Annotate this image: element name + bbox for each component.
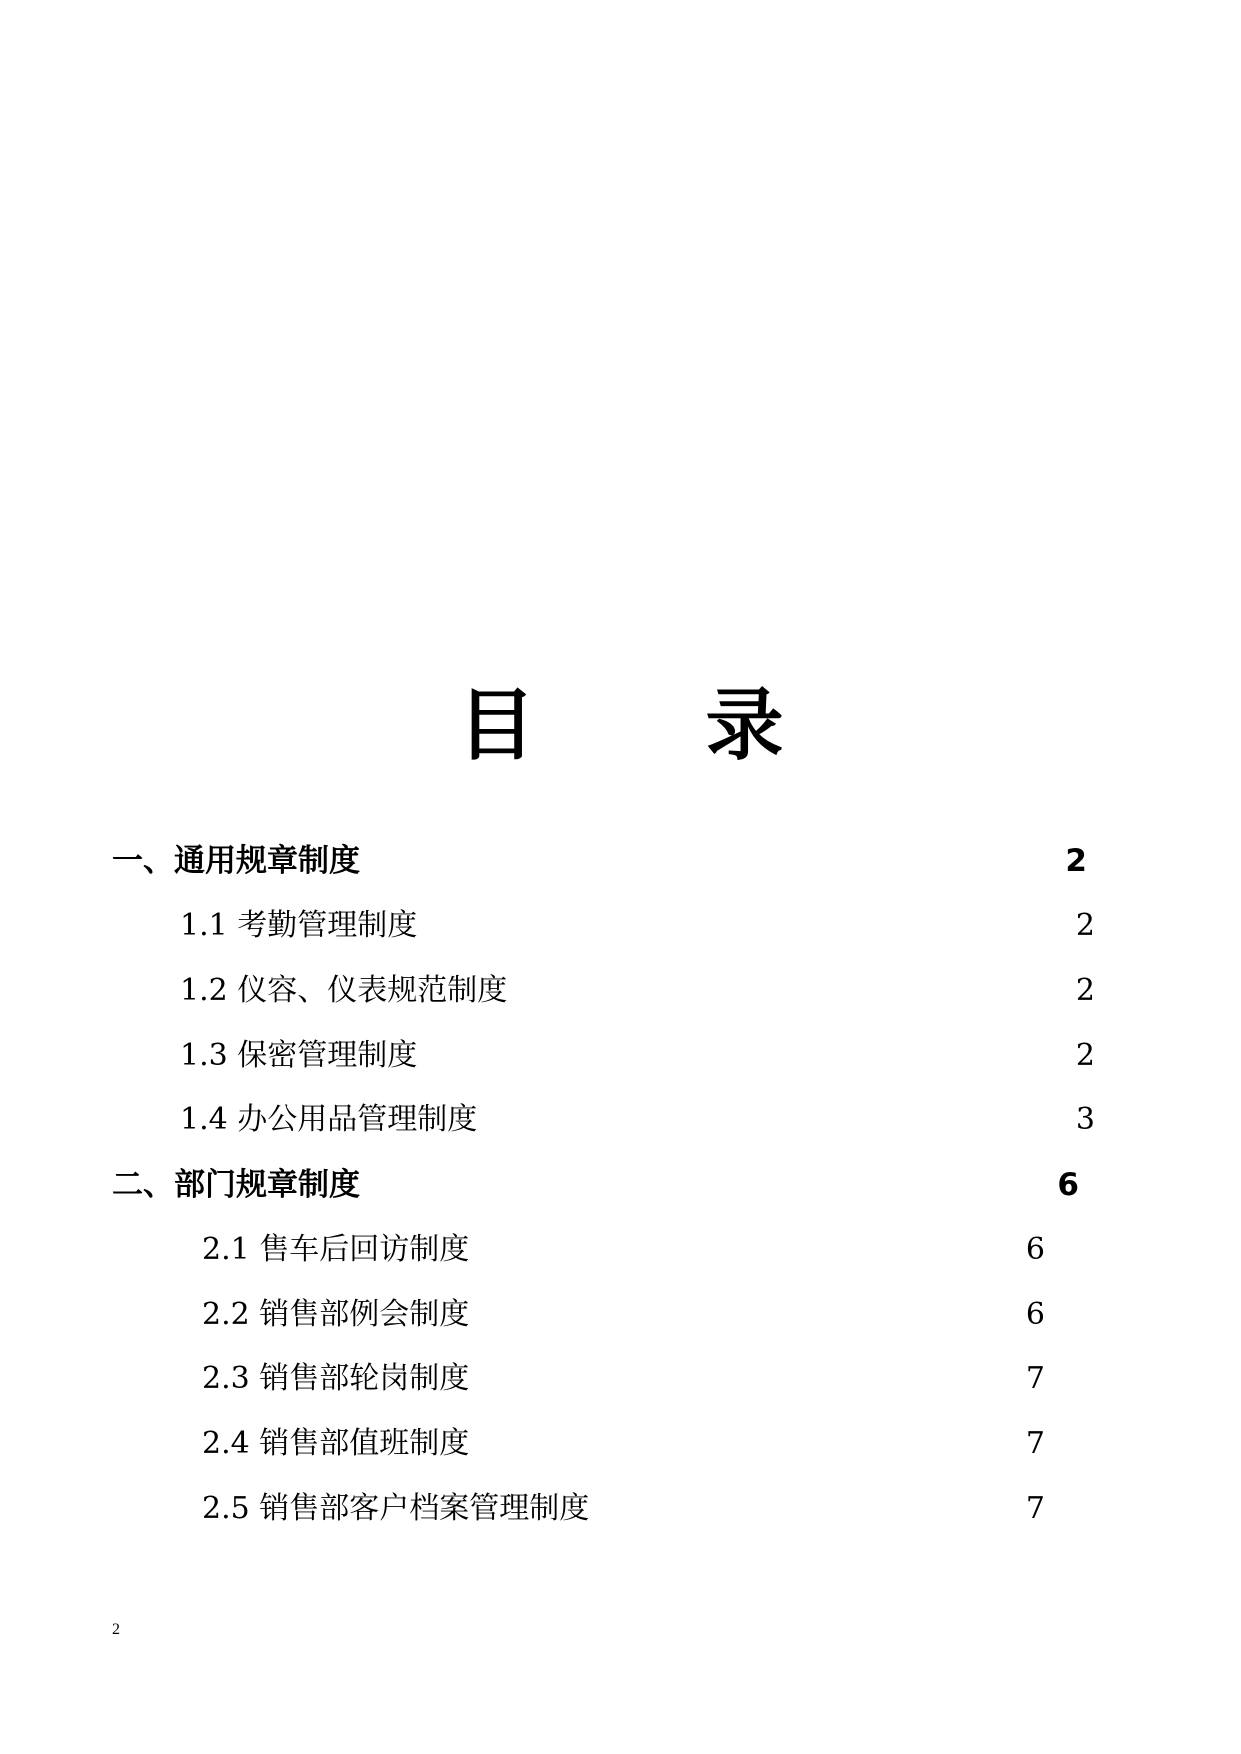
toc-entry-2-3[interactable] xyxy=(202,1357,1045,1401)
toc-entry-1-3[interactable] xyxy=(180,1034,1095,1078)
toc-entry-page: 7 xyxy=(1025,1491,1045,1526)
toc-leader-dots xyxy=(471,1357,1024,1401)
toc-entry-1-4[interactable] xyxy=(180,1098,1095,1142)
toc-entry-label: 1.3 保密管理制度 xyxy=(180,1038,418,1073)
toc-leader-dots xyxy=(419,904,1074,948)
toc-entry-page: 7 xyxy=(1025,1361,1045,1396)
toc-entry-label: 1.1 考勤管理制度 xyxy=(180,908,418,943)
toc-leader-dots xyxy=(362,839,1063,883)
toc-entry-label: 2.2 销售部例会制度 xyxy=(202,1297,470,1332)
toc-entry-label: 二、部门规章制度 xyxy=(112,1167,360,1203)
toc-entry-1-2[interactable] xyxy=(180,969,1095,1013)
toc-entry-page: 7 xyxy=(1025,1426,1045,1461)
toc-title-char-1: 目 xyxy=(457,681,536,771)
toc-entry-label: 2.4 销售部值班制度 xyxy=(202,1426,470,1461)
toc-entry-label: 2.1 售车后回访制度 xyxy=(202,1232,470,1267)
toc-leader-dots xyxy=(479,1098,1074,1142)
toc-leader-dots xyxy=(471,1293,1024,1337)
toc-leader-dots xyxy=(471,1228,1024,1272)
toc-leader-dots xyxy=(591,1487,1024,1531)
toc-leader-dots xyxy=(419,1034,1074,1078)
toc-entry-label: 1.4 办公用品管理制度 xyxy=(180,1102,478,1137)
toc-title-char-2: 录 xyxy=(705,681,784,771)
toc-entry-section-1[interactable] xyxy=(112,839,1087,883)
toc-entry-page: 6 xyxy=(1025,1297,1045,1332)
toc-leader-dots xyxy=(471,1422,1024,1466)
toc-entry-page: 3 xyxy=(1075,1102,1095,1137)
toc-entry-page: 6 xyxy=(1025,1232,1045,1267)
toc-entry-label: 2.3 销售部轮岗制度 xyxy=(202,1361,470,1396)
toc-entry-label: 2.5 销售部客户档案管理制度 xyxy=(202,1491,590,1526)
toc-leader-dots xyxy=(362,1163,995,1207)
toc-entry-2-2[interactable] xyxy=(202,1293,1045,1337)
toc-entry-2-5[interactable] xyxy=(202,1487,1045,1531)
toc-entry-page: 2 xyxy=(1075,908,1095,943)
toc-entry-page: 2 xyxy=(1065,843,1087,879)
toc-entry-page: 2 xyxy=(1075,973,1095,1008)
toc-entry-section-2[interactable] xyxy=(112,1163,1079,1207)
toc-title xyxy=(0,676,1241,776)
toc-entry-2-4[interactable] xyxy=(202,1422,1045,1466)
toc-entry-page: 2 xyxy=(1075,1038,1095,1073)
toc-entry-1-1[interactable] xyxy=(180,904,1095,948)
footer-page-number: 2 xyxy=(112,1621,120,1638)
toc-leader-dots xyxy=(509,969,1074,1013)
toc-entry-label: 一、通用规章制度 xyxy=(112,843,360,879)
toc-entry-page: 6 xyxy=(1057,1167,1079,1203)
toc-entry-label: 1.2 仪容、仪表规范制度 xyxy=(180,973,508,1008)
toc-entry-2-1[interactable] xyxy=(202,1228,1045,1272)
